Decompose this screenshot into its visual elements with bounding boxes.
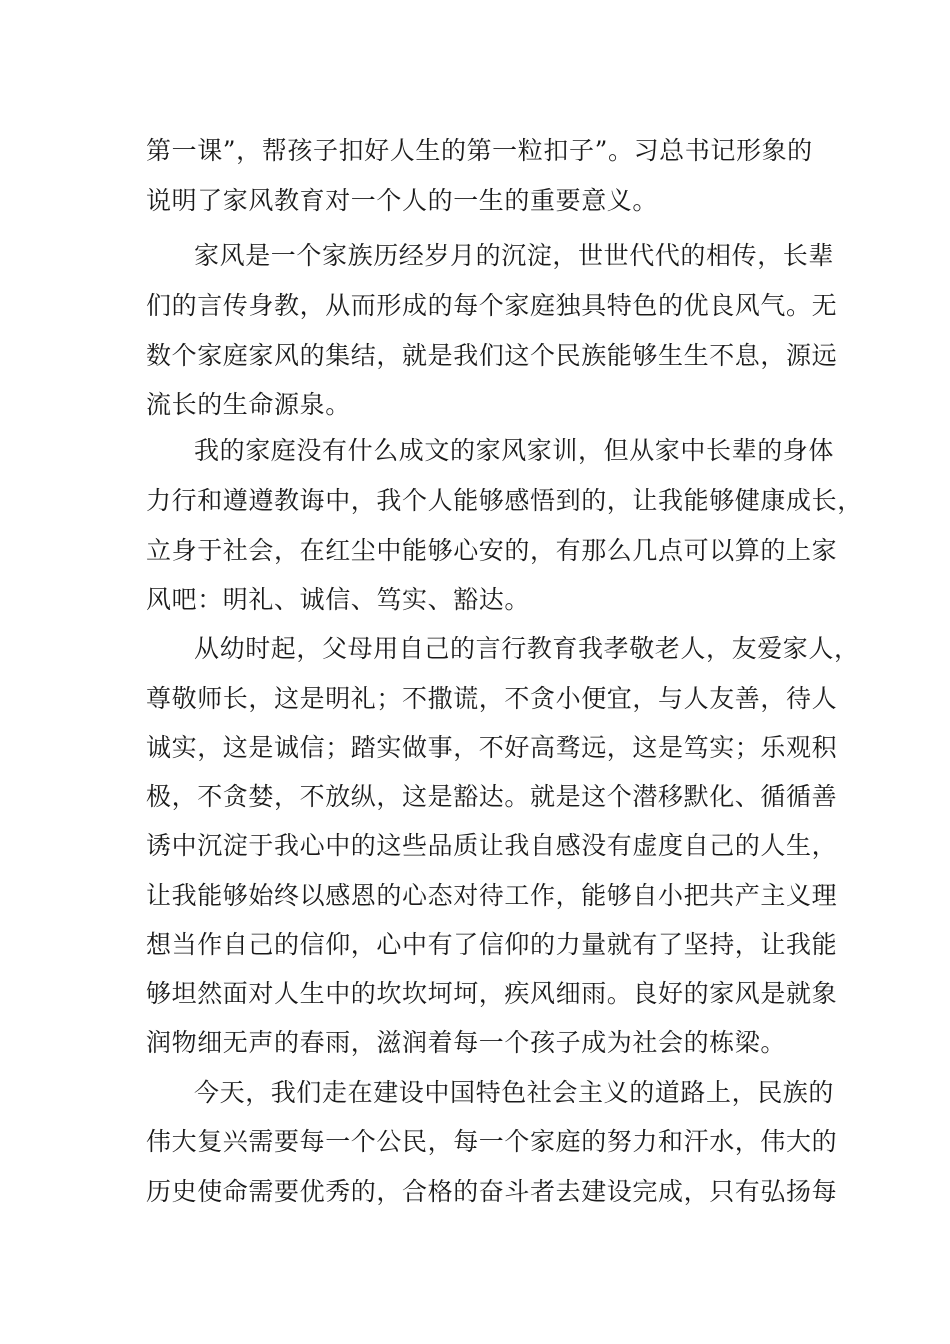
text-line: 力行和遵遵教诲中，我个人能够感悟到的，让我能够健康成长，: [146, 486, 863, 515]
text-line: 够坦然面对人生中的坎坎坷坷，疾风细雨。良好的家风是就象: [146, 979, 838, 1008]
text-line: 我的家庭没有什么成文的家风家训，但从家中长辈的身体: [194, 436, 835, 465]
text-line: 诚实，这是诚信；踏实做事，不好高骛远，这是笃实；乐观积: [146, 733, 838, 762]
text-line: 诱中沉淀于我心中的这些品质让我自感没有虚度自己的人生，: [146, 831, 838, 860]
text-line: 从幼时起，父母用自己的言行教育我孝敬老人，友爱家人，: [194, 634, 860, 663]
text-line: 伟大复兴需要每一个公民，每一个家庭的努力和汗水，伟大的: [146, 1127, 838, 1156]
text-line: 立身于社会，在红尘中能够心安的，有那么几点可以算的上家: [146, 536, 838, 565]
text-line: 家风是一个家族历经岁月的沉淀，世世代代的相传，长辈: [194, 241, 835, 270]
text-line: 风吧：明礼、诚信、笃实、豁达。: [146, 585, 531, 614]
text-line: 历史使命需要优秀的，合格的奋斗者去建设完成，只有弘扬每: [146, 1177, 838, 1206]
text-line: 尊敬师长，这是明礼；不撒谎，不贪小便宜，与人友善，待人: [146, 684, 838, 713]
text-line: 们的言传身教，从而形成的每个家庭独具特色的优良风气。无: [146, 291, 838, 320]
text-line: 第一课”，帮孩子扣好人生的第一粒扣子”。习总书记形象的: [146, 136, 813, 165]
text-line: 让我能够始终以感恩的心态对待工作，能够自小把共产主义理: [146, 881, 838, 910]
text-line: 今天，我们走在建设中国特色社会主义的道路上，民族的: [194, 1078, 835, 1107]
text-line: 极，不贪婪，不放纵，这是豁达。就是这个潜移默化、循循善: [146, 782, 838, 811]
text-line: 说明了家风教育对一个人的一生的重要意义。: [146, 186, 659, 215]
text-line: 想当作自己的信仰，心中有了信仰的力量就有了坚持，让我能: [146, 930, 838, 959]
text-line: 流长的生命源泉。: [146, 390, 351, 419]
text-line: 润物细无声的春雨，滋润着每一个孩子成为社会的栋梁。: [146, 1028, 787, 1057]
text-line: 数个家庭家风的集结，就是我们这个民族能够生生不息，源远: [146, 341, 838, 370]
